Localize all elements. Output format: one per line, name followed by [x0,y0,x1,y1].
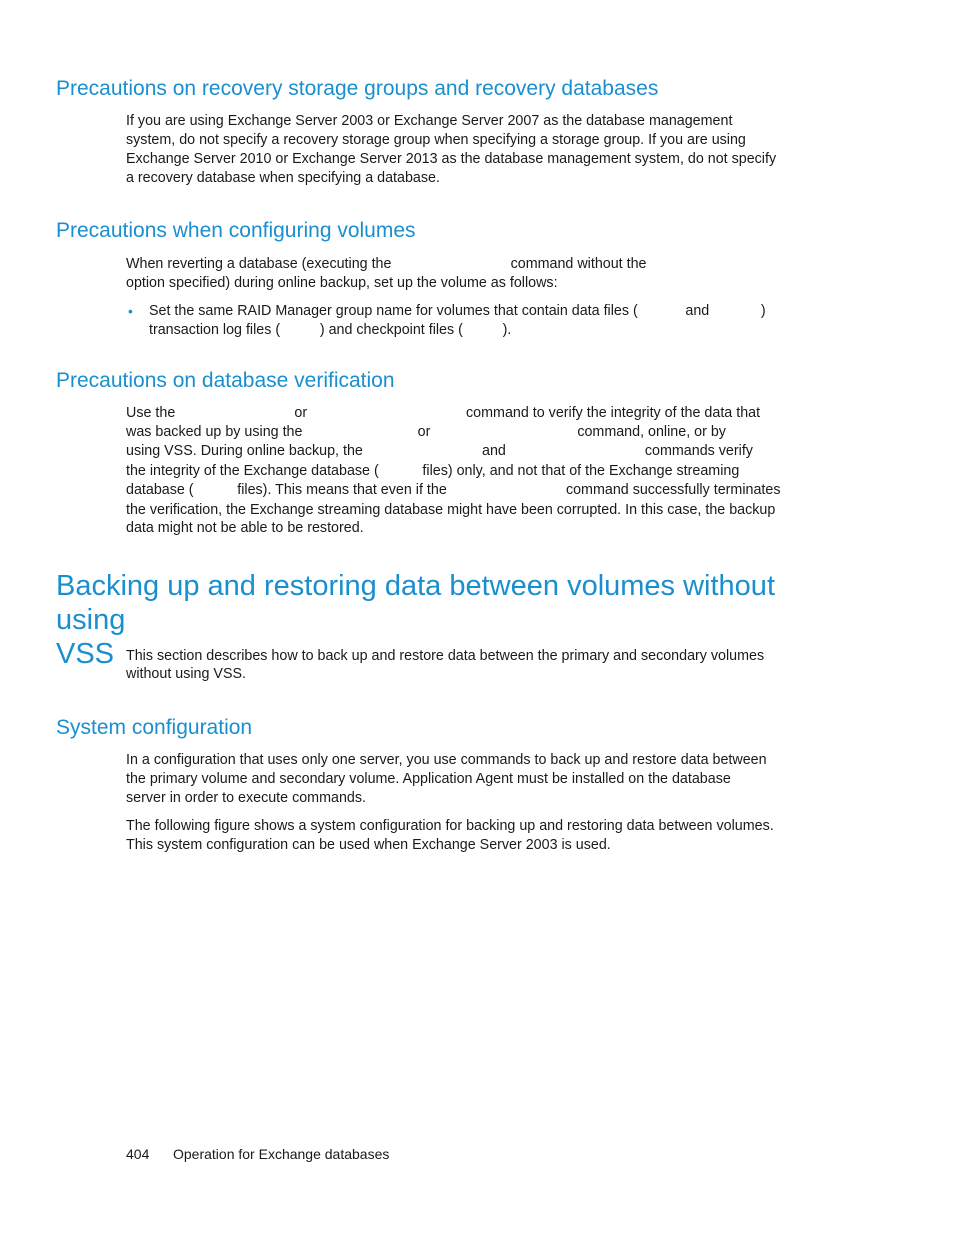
paragraph-line: This system configuration can be used when Exchange Server 2003 is used. [126,837,611,853]
bullet-item-line: Set the same RAID Manager group name for volumes that contain data files ( and ) [149,303,766,319]
paragraph-line: Use the or command to verify the integrity of the data that [126,405,761,421]
chapter-heading-line: VSS [56,638,115,670]
paragraph-line: The following figure shows a system configuration for backing up and restoring data between volumes. [126,818,774,834]
paragraph-line: system, do not specify a recovery storage group when specifying a storage group. If you are using [126,132,746,148]
paragraph-line: the primary volume and secondary volume. Application Agent must be installed on the database [126,771,731,787]
paragraph-line: In a configuration that uses only one server, you use commands to back up and restore data between [126,752,767,768]
paragraph-line: using VSS. During online backup, the and commands verify [126,443,753,459]
paragraph-line: When reverting a database (executing the command without the [126,256,647,272]
section-heading-recovery: Precautions on recovery storage groups and recovery databases [56,77,659,100]
paragraph-line: server in order to execute commands. [126,790,366,806]
paragraph-line: was backed up by using the or command, online, or by [126,424,726,440]
chapter-heading-line: Backing up and restoring data between volumes without using [56,570,775,636]
bullet-icon: • [128,303,133,319]
paragraph-line: option specified) during online backup, set up the volume as follows: [126,275,558,291]
paragraph-line: without using VSS. [126,666,247,682]
section-heading-verification: Precautions on database verification [56,369,395,392]
paragraph-line: database ( files). This means that even if the command successfully terminates [126,482,781,498]
bullet-item-line: transaction log files ( ) and checkpoint files ( ). [149,322,512,338]
footer-title: Operation for Exchange databases [173,1146,390,1162]
paragraph-line: the verification, the Exchange streaming database might have been corrupted. In this case, the backup [126,502,776,518]
paragraph-line: a recovery database when specifying a database. [126,170,440,186]
paragraph-line: data might not be able to be restored. [126,520,364,536]
paragraph-line: Exchange Server 2010 or Exchange Server 2013 as the database management system, do not specify [126,151,777,167]
paragraph-line: This section describes how to back up and restore data between the primary and secondary volumes [126,648,765,664]
section-heading-volumes: Precautions when configuring volumes [56,219,416,242]
paragraph-line: If you are using Exchange Server 2003 or Exchange Server 2007 as the database management [126,113,733,129]
section-heading-system-configuration: System configuration [56,716,253,739]
paragraph-line: the integrity of the Exchange database ( files) only, and not that of the Exchange streaming [126,463,740,479]
page-number: 404 [126,1146,150,1162]
